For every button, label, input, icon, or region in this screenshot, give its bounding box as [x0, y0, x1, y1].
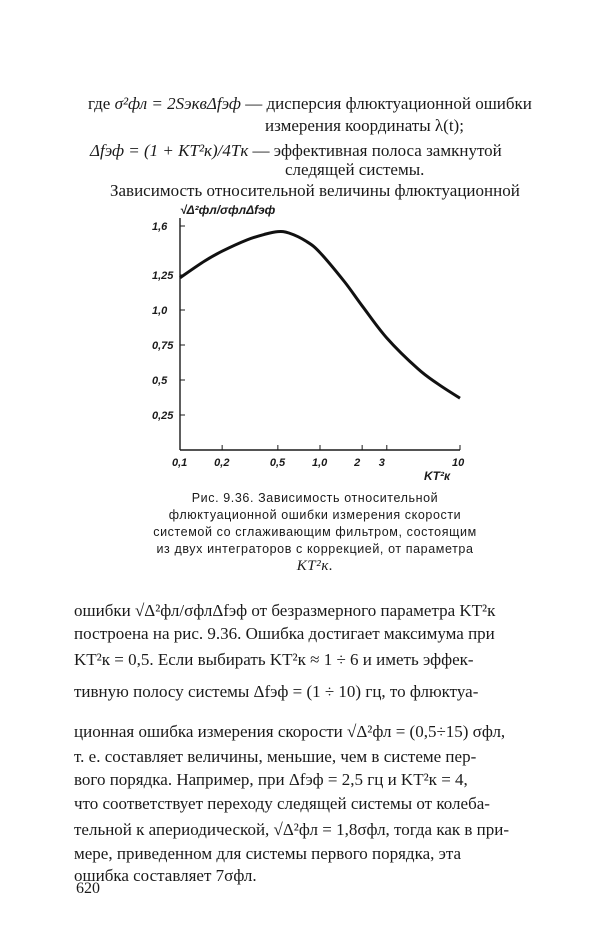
- text-line-5: Зависимость относительной величины флюктуационной: [110, 181, 520, 200]
- caption-param: KT²к.: [296, 558, 334, 574]
- y-tick-label: 0,25: [152, 410, 174, 422]
- formula-bandwidth: Δfэф = (1 + KT²к)/4Tк: [90, 141, 249, 160]
- x-tick-label: 0,1: [172, 457, 188, 469]
- formula-variance: σ²фл = 2SэквΔfэф: [114, 94, 241, 113]
- x-tick-label: 0,5: [269, 457, 286, 469]
- text-line-1: где σ²фл = 2SэквΔfэф — дисперсия флюктуационной ошибки: [88, 94, 532, 113]
- chart-series: [180, 232, 460, 399]
- x-tick-label: 2: [354, 457, 361, 469]
- body-line-6: т. е. составляет величины, меньшие, чем в системе пер-: [74, 747, 477, 766]
- y-tick-label: 1,25: [152, 270, 174, 282]
- body-line-7: вого порядка. Например, при Δfэф = 2,5 гц и KT²к = 4,: [74, 770, 468, 789]
- body-line-9: тельной к апериодической, √Δ²фл = 1,8σфл, тогда как в при-: [74, 820, 510, 839]
- body-line-5: ционная ошибка измерения скорости √Δ²фл = (0,5÷15) σфл,: [74, 722, 506, 741]
- y-tick-label: 1,6: [152, 221, 168, 233]
- chart-ticks: [152, 221, 465, 469]
- x-tick-label: 3: [378, 457, 385, 469]
- body-line-11: ошибка составляет 7σфл.: [74, 866, 257, 885]
- body-line-1: ошибки √Δ²фл/σфлΔfэф от безразмерного параметра KT²к: [74, 601, 496, 620]
- text-line-3: Δfэф = (1 + KT²к)/4Tк — эффективная полоса замкнутой: [90, 141, 502, 160]
- text-line-4: следящей системы.: [285, 160, 425, 179]
- series-line: [180, 232, 460, 399]
- x-tick-label: 1,0: [312, 457, 328, 469]
- error-chart: [0, 198, 616, 498]
- body-line-10: мере, приведенном для системы первого порядка, эта: [74, 844, 462, 863]
- y-tick-label: 0,5: [152, 375, 168, 387]
- body-line-2: построена на рис. 9.36. Ошибка достигает максимума при: [74, 624, 495, 643]
- x-axis-label: KT²к: [424, 469, 451, 483]
- figure-caption: [150, 490, 480, 575]
- body-line-3: KT²к = 0,5. Если выбирать KT²к ≈ 1 ÷ 6 и иметь эффек-: [74, 650, 474, 669]
- x-tick-label: 10: [452, 457, 465, 469]
- caption-text: Рис. 9.36. Зависимость относительной флюктуационной ошибки измерения скорости системой со сглаживающим фильтром, состоящим из двух интеграторов с коррекцией, от параметра: [153, 491, 477, 556]
- y-tick-label: 1,0: [152, 305, 168, 317]
- x-tick-label: 0,2: [214, 457, 230, 469]
- y-axis-label: √Δ²фл/σфлΔfэф: [180, 203, 276, 217]
- y-tick-label: 0,75: [152, 340, 174, 352]
- body-line-4: тивную полосу системы Δfэф = (1 ÷ 10) гц, то флюктуа-: [74, 682, 479, 701]
- text-line-2: измерения координаты λ(t);: [265, 116, 464, 135]
- page-number: 620: [76, 880, 100, 897]
- body-line-8: что соответствует переходу следящей системы от колеба-: [74, 794, 490, 813]
